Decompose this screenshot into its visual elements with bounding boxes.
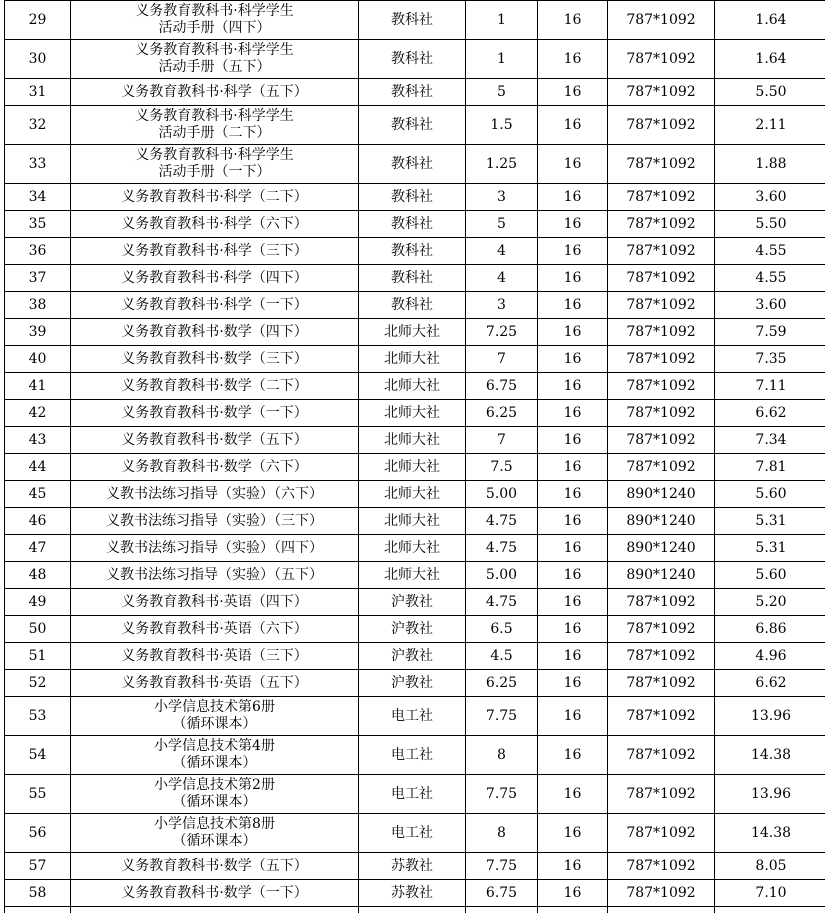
sheets-cell: 8 [466, 736, 538, 775]
price-cell: 6.62 [715, 400, 825, 427]
price-cell: 13.96 [715, 697, 825, 736]
publisher-cell: 沪教社 [359, 670, 466, 697]
sheets-cell: 7 [466, 427, 538, 454]
paper-size-cell: 890*1240 [608, 562, 715, 589]
publisher-cell: 电工社 [359, 736, 466, 775]
sheets-cell: 1.5 [466, 106, 538, 145]
paper-size-cell: 787*1092 [608, 427, 715, 454]
paper-size-cell: 787*1092 [608, 616, 715, 643]
publisher-cell: 教科社 [359, 184, 466, 211]
title-line: 义务教育教科书·科学（六下） [121, 216, 307, 232]
format-cell: 16 [538, 292, 608, 319]
format-cell: 16 [538, 814, 608, 853]
table-row [5, 292, 825, 319]
publisher-cell: 教科社 [359, 292, 466, 319]
paper-size-cell: 787*1092 [608, 40, 715, 79]
publisher-cell: 电工社 [359, 814, 466, 853]
table-row [5, 211, 825, 238]
title-line: 小学信息技术第6册 [154, 699, 275, 715]
publisher-cell: 教科社 [359, 106, 466, 145]
sheets-cell: 4 [466, 238, 538, 265]
format-cell: 16 [538, 319, 608, 346]
price-cell: 4.96 [715, 643, 825, 670]
table-row [5, 319, 825, 346]
row-number-cell: 57 [5, 853, 71, 880]
price-cell: 7.34 [715, 427, 825, 454]
title-cell [71, 319, 359, 346]
title-cell [71, 292, 359, 319]
row-number-cell: 45 [5, 481, 71, 508]
format-cell: 16 [538, 346, 608, 373]
row-number-cell: 53 [5, 697, 71, 736]
publisher-cell: 电工社 [359, 775, 466, 814]
sheets-cell: 7.75 [466, 775, 538, 814]
paper-size-cell: 787*1092 [608, 1, 715, 40]
sheets-cell: 5 [466, 79, 538, 106]
price-cell: 5.20 [715, 589, 825, 616]
format-cell: 16 [538, 535, 608, 562]
format-cell: 16 [538, 106, 608, 145]
paper-size-cell: 787*1092 [608, 775, 715, 814]
title-line: 义教书法练习指导（实验）（四下） [106, 540, 323, 556]
publisher-cell: 北师大社 [359, 319, 466, 346]
price-cell: 7.11 [715, 373, 825, 400]
title-line: 义务教育教科书·数学（三下） [121, 351, 307, 367]
format-cell: 16 [538, 481, 608, 508]
title-cell [71, 454, 359, 481]
paper-size-cell: 787*1092 [608, 106, 715, 145]
paper-size-cell: 787*1092 [608, 589, 715, 616]
price-cell: 7.59 [715, 319, 825, 346]
price-cell: 4.55 [715, 238, 825, 265]
row-number-cell: 56 [5, 814, 71, 853]
paper-size-cell: 787*1092 [608, 373, 715, 400]
price-cell: 1.64 [715, 40, 825, 79]
title-line: （循环课本） [173, 716, 257, 732]
paper-size-cell: 787*1092 [608, 319, 715, 346]
table-row [5, 400, 825, 427]
row-number-cell: 33 [5, 145, 71, 184]
table-row [5, 562, 825, 589]
table-row [5, 427, 825, 454]
title-cell [71, 589, 359, 616]
paper-size-cell: 787*1092 [608, 211, 715, 238]
price-cell: 5.50 [715, 211, 825, 238]
sheets-cell: 5 [466, 211, 538, 238]
title-cell [71, 853, 359, 880]
title-line: 义务教育教科书·英语（四下） [121, 594, 307, 610]
table-row-cutoff [5, 907, 825, 913]
title-line: 义教书法练习指导（实验）（三下） [106, 513, 323, 529]
table-row [5, 775, 825, 814]
title-line: 活动手册（四下） [159, 20, 271, 36]
sheets-cell: 4.5 [466, 643, 538, 670]
title-cell [71, 535, 359, 562]
empty-cell [608, 907, 715, 913]
table-row [5, 454, 825, 481]
format-cell: 16 [538, 373, 608, 400]
paper-size-cell: 787*1092 [608, 292, 715, 319]
title-cell [71, 145, 359, 184]
publisher-cell: 沪教社 [359, 616, 466, 643]
table-row [5, 373, 825, 400]
table-row [5, 184, 825, 211]
paper-size-cell: 787*1092 [608, 265, 715, 292]
empty-cell [71, 907, 359, 913]
table-row [5, 697, 825, 736]
price-cell: 7.35 [715, 346, 825, 373]
paper-size-cell: 787*1092 [608, 880, 715, 907]
format-cell: 16 [538, 643, 608, 670]
price-cell: 5.31 [715, 508, 825, 535]
paper-size-cell: 787*1092 [608, 184, 715, 211]
row-number-cell: 29 [5, 1, 71, 40]
title-line: 义务教育教科书·科学（一下） [121, 297, 307, 313]
title-cell [71, 562, 359, 589]
format-cell: 16 [538, 670, 608, 697]
publisher-cell: 苏教社 [359, 853, 466, 880]
title-line: （循环课本） [173, 755, 257, 771]
sheets-cell: 6.75 [466, 373, 538, 400]
sheets-cell: 1 [466, 1, 538, 40]
title-cell [71, 373, 359, 400]
row-number-cell: 55 [5, 775, 71, 814]
publisher-cell: 教科社 [359, 145, 466, 184]
table-row [5, 346, 825, 373]
title-cell [71, 697, 359, 736]
title-cell [71, 670, 359, 697]
sheets-cell: 7 [466, 346, 538, 373]
paper-size-cell: 787*1092 [608, 346, 715, 373]
format-cell: 16 [538, 880, 608, 907]
paper-size-cell: 787*1092 [608, 454, 715, 481]
format-cell: 16 [538, 238, 608, 265]
title-line: 义务教育教科书·英语（五下） [121, 675, 307, 691]
price-cell: 8.05 [715, 853, 825, 880]
table-row [5, 508, 825, 535]
title-line: 义务教育教科书·科学学生 [135, 147, 293, 163]
format-cell: 16 [538, 400, 608, 427]
format-cell: 16 [538, 454, 608, 481]
price-cell: 7.81 [715, 454, 825, 481]
price-cell: 5.31 [715, 535, 825, 562]
format-cell: 16 [538, 697, 608, 736]
row-number-cell: 54 [5, 736, 71, 775]
title-line: 小学信息技术第8册 [154, 816, 275, 832]
row-number-cell: 37 [5, 265, 71, 292]
publisher-cell: 教科社 [359, 211, 466, 238]
format-cell: 16 [538, 616, 608, 643]
sheets-cell: 1 [466, 40, 538, 79]
sheets-cell: 7.75 [466, 853, 538, 880]
title-cell [71, 481, 359, 508]
empty-cell [359, 907, 466, 913]
table-row [5, 79, 825, 106]
publisher-cell: 北师大社 [359, 481, 466, 508]
title-line: 义务教育教科书·数学（五下） [121, 432, 307, 448]
title-cell [71, 346, 359, 373]
format-cell: 16 [538, 79, 608, 106]
table-row [5, 265, 825, 292]
title-line: 活动手册（一下） [159, 164, 271, 180]
title-line: 义务教育教科书·数学（一下） [121, 405, 307, 421]
row-number-cell: 48 [5, 562, 71, 589]
price-cell: 1.64 [715, 1, 825, 40]
price-cell: 3.60 [715, 292, 825, 319]
empty-cell [715, 907, 825, 913]
table-body [5, 1, 825, 913]
publisher-cell: 北师大社 [359, 427, 466, 454]
table-row [5, 616, 825, 643]
format-cell: 16 [538, 589, 608, 616]
format-cell: 16 [538, 853, 608, 880]
sheets-cell: 4.75 [466, 508, 538, 535]
title-cell [71, 1, 359, 40]
table-row [5, 880, 825, 907]
sheets-cell: 7.5 [466, 454, 538, 481]
table-row [5, 145, 825, 184]
row-number-cell: 43 [5, 427, 71, 454]
title-line: 活动手册（二下） [159, 125, 271, 141]
sheets-cell: 3 [466, 292, 538, 319]
sheets-cell: 6.25 [466, 670, 538, 697]
price-cell: 5.60 [715, 481, 825, 508]
title-cell [71, 400, 359, 427]
title-line: 义务教育教科书·科学（三下） [121, 243, 307, 259]
empty-cell [5, 907, 71, 913]
publisher-cell: 教科社 [359, 40, 466, 79]
title-cell [71, 736, 359, 775]
format-cell: 16 [538, 184, 608, 211]
price-cell: 2.11 [715, 106, 825, 145]
title-line: 义教书法练习指导（实验）（五下） [106, 567, 323, 583]
row-number-cell: 40 [5, 346, 71, 373]
row-number-cell: 35 [5, 211, 71, 238]
title-line: （循环课本） [173, 833, 257, 849]
title-line: 小学信息技术第2册 [154, 777, 275, 793]
title-cell [71, 775, 359, 814]
empty-cell [538, 907, 608, 913]
title-line: 义务教育教科书·科学学生 [135, 42, 293, 58]
publisher-cell: 北师大社 [359, 454, 466, 481]
price-cell: 13.96 [715, 775, 825, 814]
table-row [5, 481, 825, 508]
title-cell [71, 106, 359, 145]
paper-size-cell: 890*1240 [608, 508, 715, 535]
title-line: 小学信息技术第4册 [154, 738, 275, 754]
paper-size-cell: 787*1092 [608, 670, 715, 697]
row-number-cell: 44 [5, 454, 71, 481]
format-cell: 16 [538, 508, 608, 535]
publisher-cell: 教科社 [359, 79, 466, 106]
row-number-cell: 46 [5, 508, 71, 535]
empty-cell [466, 907, 538, 913]
row-number-cell: 31 [5, 79, 71, 106]
sheets-cell: 5.00 [466, 481, 538, 508]
sheets-cell: 7.25 [466, 319, 538, 346]
row-number-cell: 41 [5, 373, 71, 400]
title-line: 义务教育教科书·数学（二下） [121, 378, 307, 394]
table-row [5, 643, 825, 670]
title-cell [71, 265, 359, 292]
table-row [5, 106, 825, 145]
title-line: 义务教育教科书·数学（六下） [121, 459, 307, 475]
title-line: （循环课本） [173, 794, 257, 810]
price-cell: 6.86 [715, 616, 825, 643]
format-cell: 16 [538, 1, 608, 40]
table-row [5, 1, 825, 40]
format-cell: 16 [538, 562, 608, 589]
row-number-cell: 42 [5, 400, 71, 427]
price-cell: 14.38 [715, 814, 825, 853]
row-number-cell: 38 [5, 292, 71, 319]
sheets-cell: 7.75 [466, 697, 538, 736]
paper-size-cell: 787*1092 [608, 238, 715, 265]
title-line: 义务教育教科书·科学（二下） [121, 189, 307, 205]
publisher-cell: 电工社 [359, 697, 466, 736]
title-line: 义务教育教科书·科学学生 [135, 108, 293, 124]
title-cell [71, 508, 359, 535]
price-cell: 4.55 [715, 265, 825, 292]
publisher-cell: 北师大社 [359, 562, 466, 589]
publisher-cell: 北师大社 [359, 346, 466, 373]
sheets-cell: 6.5 [466, 616, 538, 643]
format-cell: 16 [538, 265, 608, 292]
publisher-cell: 苏教社 [359, 880, 466, 907]
publisher-cell: 教科社 [359, 265, 466, 292]
title-cell [71, 427, 359, 454]
publisher-cell: 沪教社 [359, 589, 466, 616]
row-number-cell: 52 [5, 670, 71, 697]
table-row [5, 589, 825, 616]
paper-size-cell: 787*1092 [608, 853, 715, 880]
publisher-cell: 教科社 [359, 238, 466, 265]
title-cell [71, 184, 359, 211]
price-cell: 5.60 [715, 562, 825, 589]
publisher-cell: 沪教社 [359, 643, 466, 670]
sheets-cell: 4 [466, 265, 538, 292]
title-cell [71, 880, 359, 907]
sheets-cell: 5.00 [466, 562, 538, 589]
sheets-cell: 6.75 [466, 880, 538, 907]
format-cell: 16 [538, 775, 608, 814]
row-number-cell: 39 [5, 319, 71, 346]
title-cell [71, 643, 359, 670]
sheets-cell: 4.75 [466, 589, 538, 616]
paper-size-cell: 890*1240 [608, 481, 715, 508]
row-number-cell: 47 [5, 535, 71, 562]
row-number-cell: 51 [5, 643, 71, 670]
title-cell [71, 238, 359, 265]
format-cell: 16 [538, 40, 608, 79]
table-row [5, 670, 825, 697]
title-line: 义务教育教科书·英语（六下） [121, 621, 307, 637]
sheets-cell: 6.25 [466, 400, 538, 427]
format-cell: 16 [538, 736, 608, 775]
title-line: 义务教育教科书·英语（三下） [121, 648, 307, 664]
title-cell [71, 211, 359, 238]
title-cell [71, 616, 359, 643]
paper-size-cell: 787*1092 [608, 145, 715, 184]
row-number-cell: 32 [5, 106, 71, 145]
publisher-cell: 教科社 [359, 1, 466, 40]
table-row [5, 535, 825, 562]
price-cell: 1.88 [715, 145, 825, 184]
row-number-cell: 34 [5, 184, 71, 211]
format-cell: 16 [538, 211, 608, 238]
sheets-cell: 1.25 [466, 145, 538, 184]
price-cell: 7.10 [715, 880, 825, 907]
format-cell: 16 [538, 427, 608, 454]
sheets-cell: 3 [466, 184, 538, 211]
price-cell: 14.38 [715, 736, 825, 775]
paper-size-cell: 787*1092 [608, 79, 715, 106]
row-number-cell: 50 [5, 616, 71, 643]
publisher-cell: 北师大社 [359, 373, 466, 400]
paper-size-cell: 787*1092 [608, 643, 715, 670]
table-row [5, 853, 825, 880]
title-cell [71, 40, 359, 79]
table-row [5, 736, 825, 775]
sheets-cell: 4.75 [466, 535, 538, 562]
title-line: 义务教育教科书·科学（五下） [121, 84, 307, 100]
title-line: 义务教育教科书·数学（五下） [121, 858, 307, 874]
price-cell: 6.62 [715, 670, 825, 697]
title-line: 义务教育教科书·科学学生 [135, 3, 293, 19]
paper-size-cell: 890*1240 [608, 535, 715, 562]
row-number-cell: 36 [5, 238, 71, 265]
row-number-cell: 30 [5, 40, 71, 79]
title-line: 义务教育教科书·数学（四下） [121, 324, 307, 340]
title-line: 义务教育教科书·数学（一下） [121, 885, 307, 901]
textbook-table [4, 0, 825, 913]
price-cell: 3.60 [715, 184, 825, 211]
paper-size-cell: 787*1092 [608, 697, 715, 736]
title-line: 义教书法练习指导（实验）（六下） [106, 486, 323, 502]
table-row [5, 814, 825, 853]
paper-size-cell: 787*1092 [608, 736, 715, 775]
publisher-cell: 北师大社 [359, 508, 466, 535]
title-line: 活动手册（五下） [159, 59, 271, 75]
paper-size-cell: 787*1092 [608, 814, 715, 853]
sheets-cell: 8 [466, 814, 538, 853]
title-line: 义务教育教科书·科学（四下） [121, 270, 307, 286]
publisher-cell: 北师大社 [359, 400, 466, 427]
row-number-cell: 49 [5, 589, 71, 616]
format-cell: 16 [538, 145, 608, 184]
row-number-cell: 58 [5, 880, 71, 907]
title-cell [71, 814, 359, 853]
table-row [5, 40, 825, 79]
price-cell: 5.50 [715, 79, 825, 106]
publisher-cell: 北师大社 [359, 535, 466, 562]
title-cell [71, 79, 359, 106]
paper-size-cell: 787*1092 [608, 400, 715, 427]
table-row [5, 238, 825, 265]
